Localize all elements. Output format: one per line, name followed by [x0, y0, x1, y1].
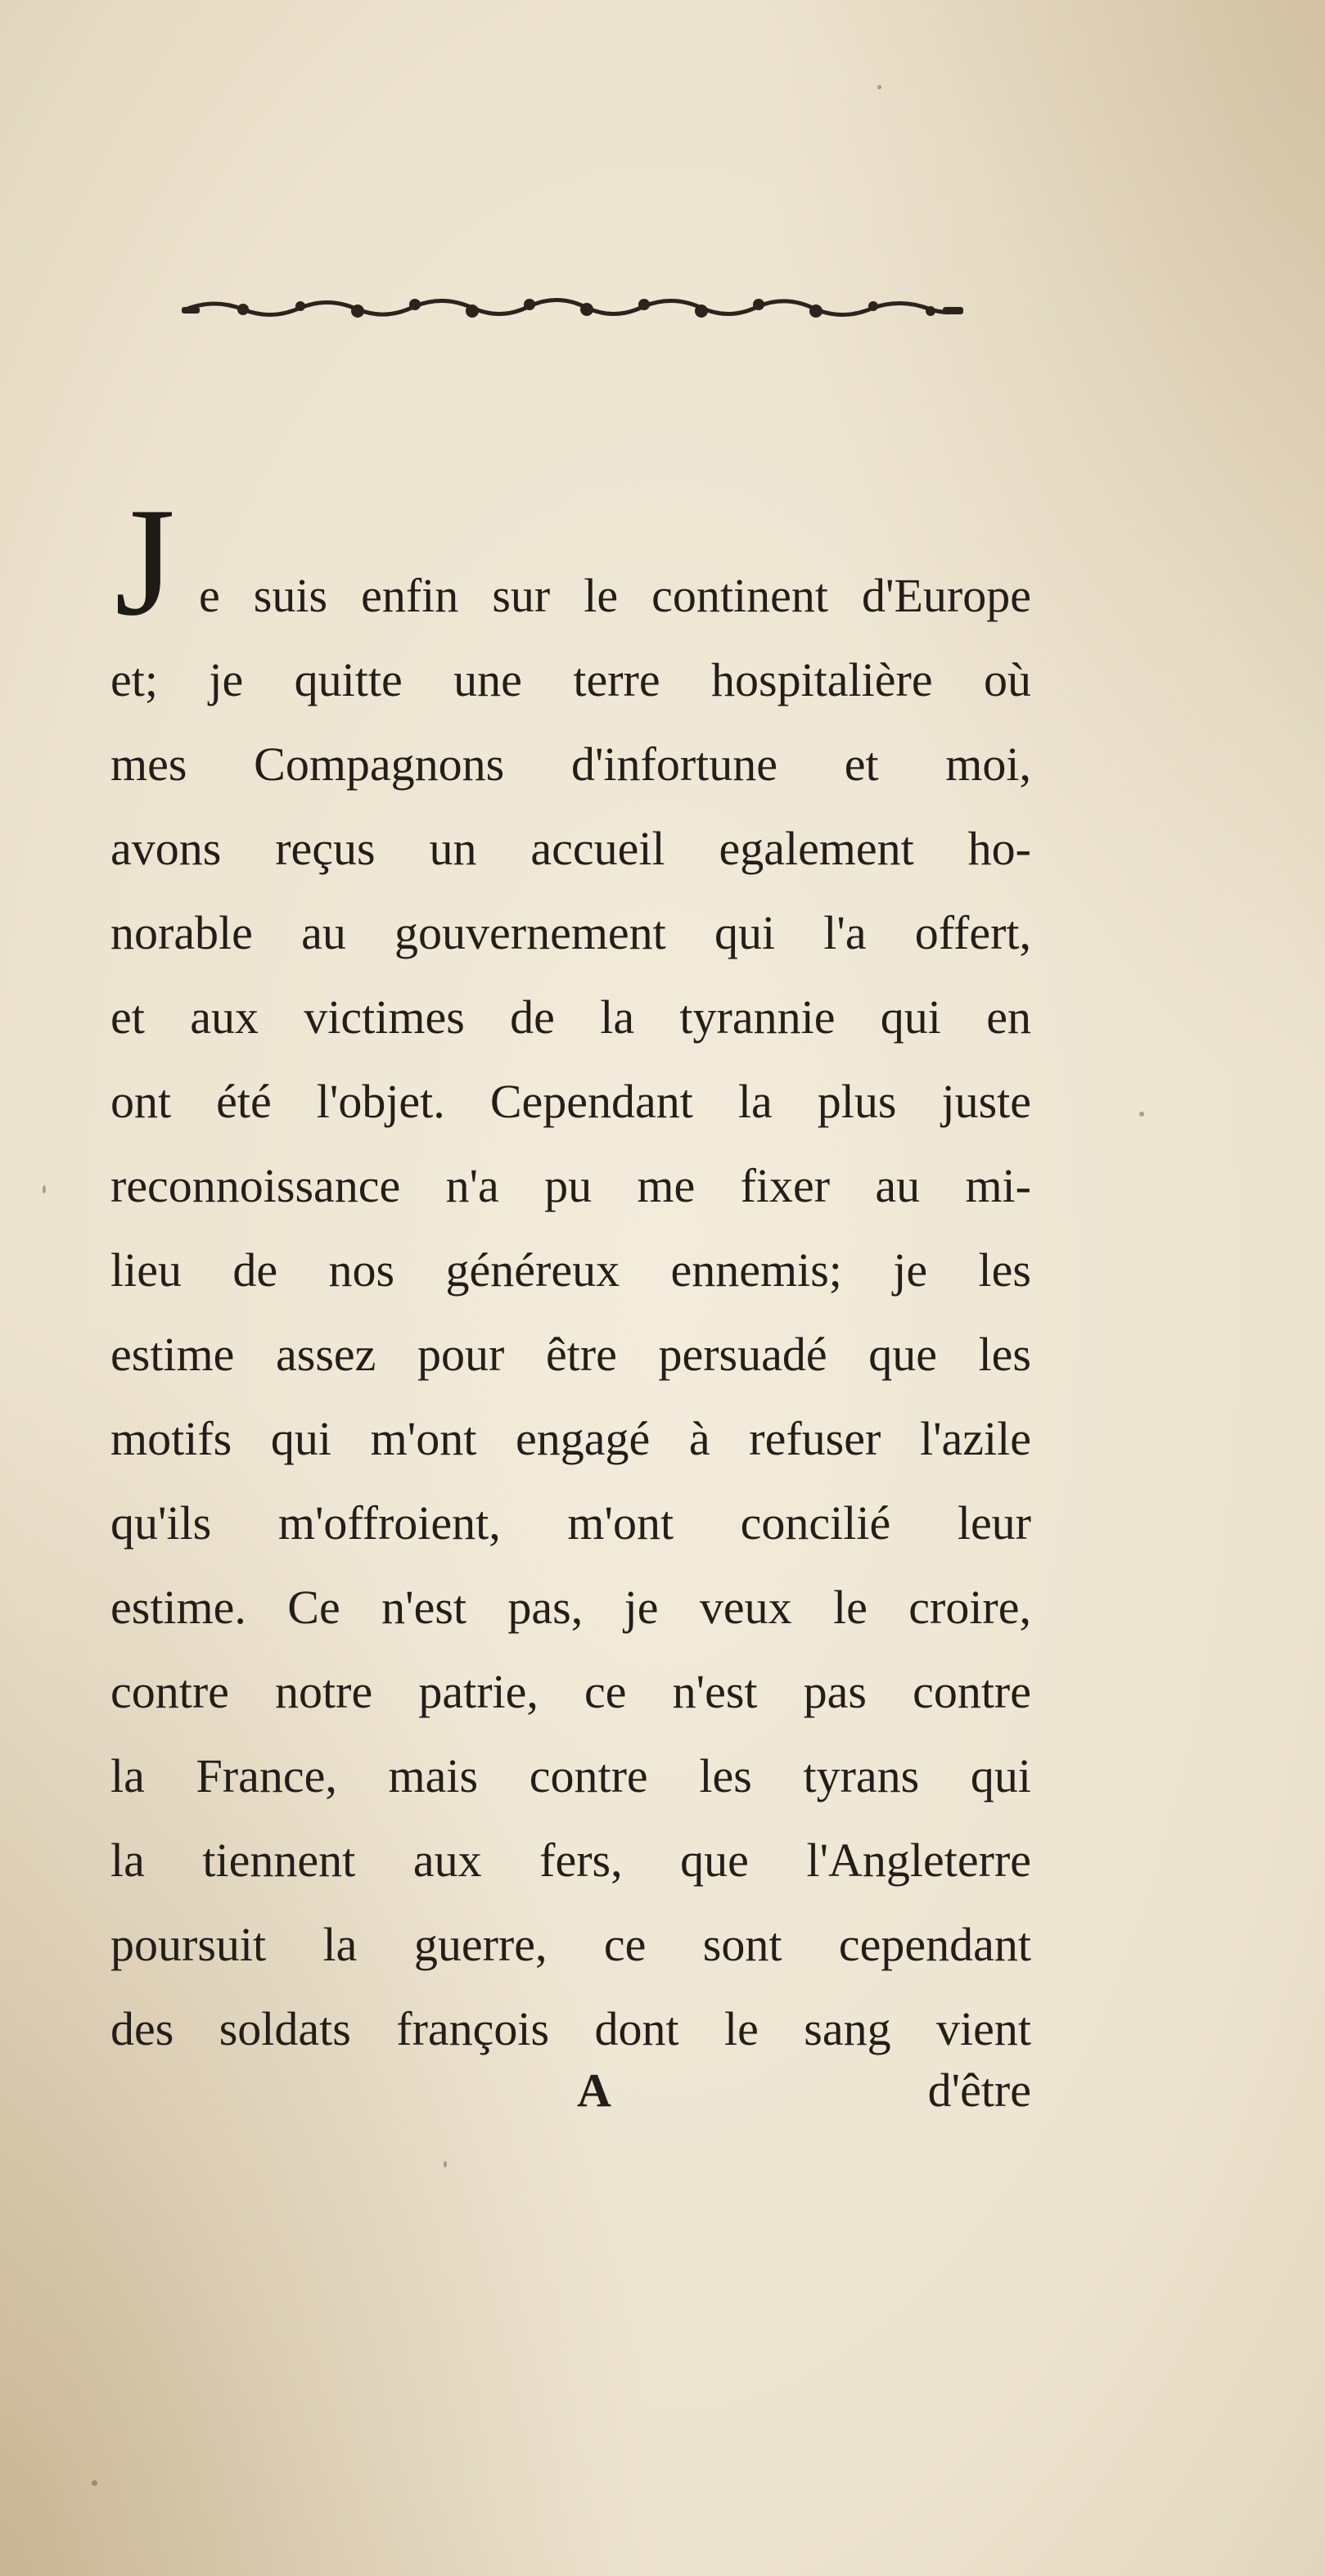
- catchword: d'être: [927, 2064, 1031, 2117]
- text-line: motifs qui m'ont engagé à refuser l'azile: [110, 1412, 1031, 1465]
- text-line: mes Compagnons d'infortune et moi,: [110, 738, 1031, 791]
- text-line: avons reçus un accueil egalement ho-: [110, 822, 1031, 875]
- body-text: [110, 553, 1031, 2071]
- page-footer: [110, 2063, 1031, 2128]
- text-line: contre notre patrie, ce n'est pas contre: [110, 1665, 1031, 1718]
- ink-speck: [444, 2161, 447, 2168]
- text-line: norable au gouvernement qui l'a offert,: [110, 906, 1031, 959]
- text-line: la France, mais contre les tyrans qui: [110, 1749, 1031, 1802]
- ink-speck: [1139, 1112, 1144, 1117]
- text-line: qu'ils m'offroient, m'ont concilié leur: [110, 1496, 1031, 1550]
- text-line: e suis enfin sur le continent d'Europe: [199, 569, 1031, 622]
- text-line: estime assez pour être persuadé que les: [110, 1328, 1031, 1381]
- text-line: et; je quitte une terre hospitalière où: [110, 653, 1031, 706]
- text-line: la tiennent aux fers, que l'Angleterre: [110, 1834, 1031, 1887]
- text-line: et aux victimes de la tyrannie qui en: [110, 990, 1031, 1044]
- drop-cap: J: [115, 476, 175, 648]
- ink-speck: [92, 2480, 97, 2486]
- signature-mark: A: [577, 2064, 611, 2117]
- text-line: des soldats françois dont le sang vient: [110, 2002, 1031, 2055]
- text-line: estime. Ce n'est pas, je veux le croire,: [110, 1581, 1031, 1634]
- show-through-text: [147, 344, 159, 396]
- text-line: ont été l'objet. Cependant la plus juste: [110, 1075, 1031, 1128]
- ornamental-rule: [182, 288, 963, 324]
- ink-speck: [43, 1185, 46, 1193]
- text-line: poursuit la guerre, ce sont cependant: [110, 1918, 1031, 1971]
- text-line: reconnoissance n'a pu me fixer au mi-: [110, 1159, 1031, 1212]
- text-line: lieu de nos généreux ennemis; je les: [110, 1243, 1031, 1297]
- ink-speck: [877, 85, 881, 89]
